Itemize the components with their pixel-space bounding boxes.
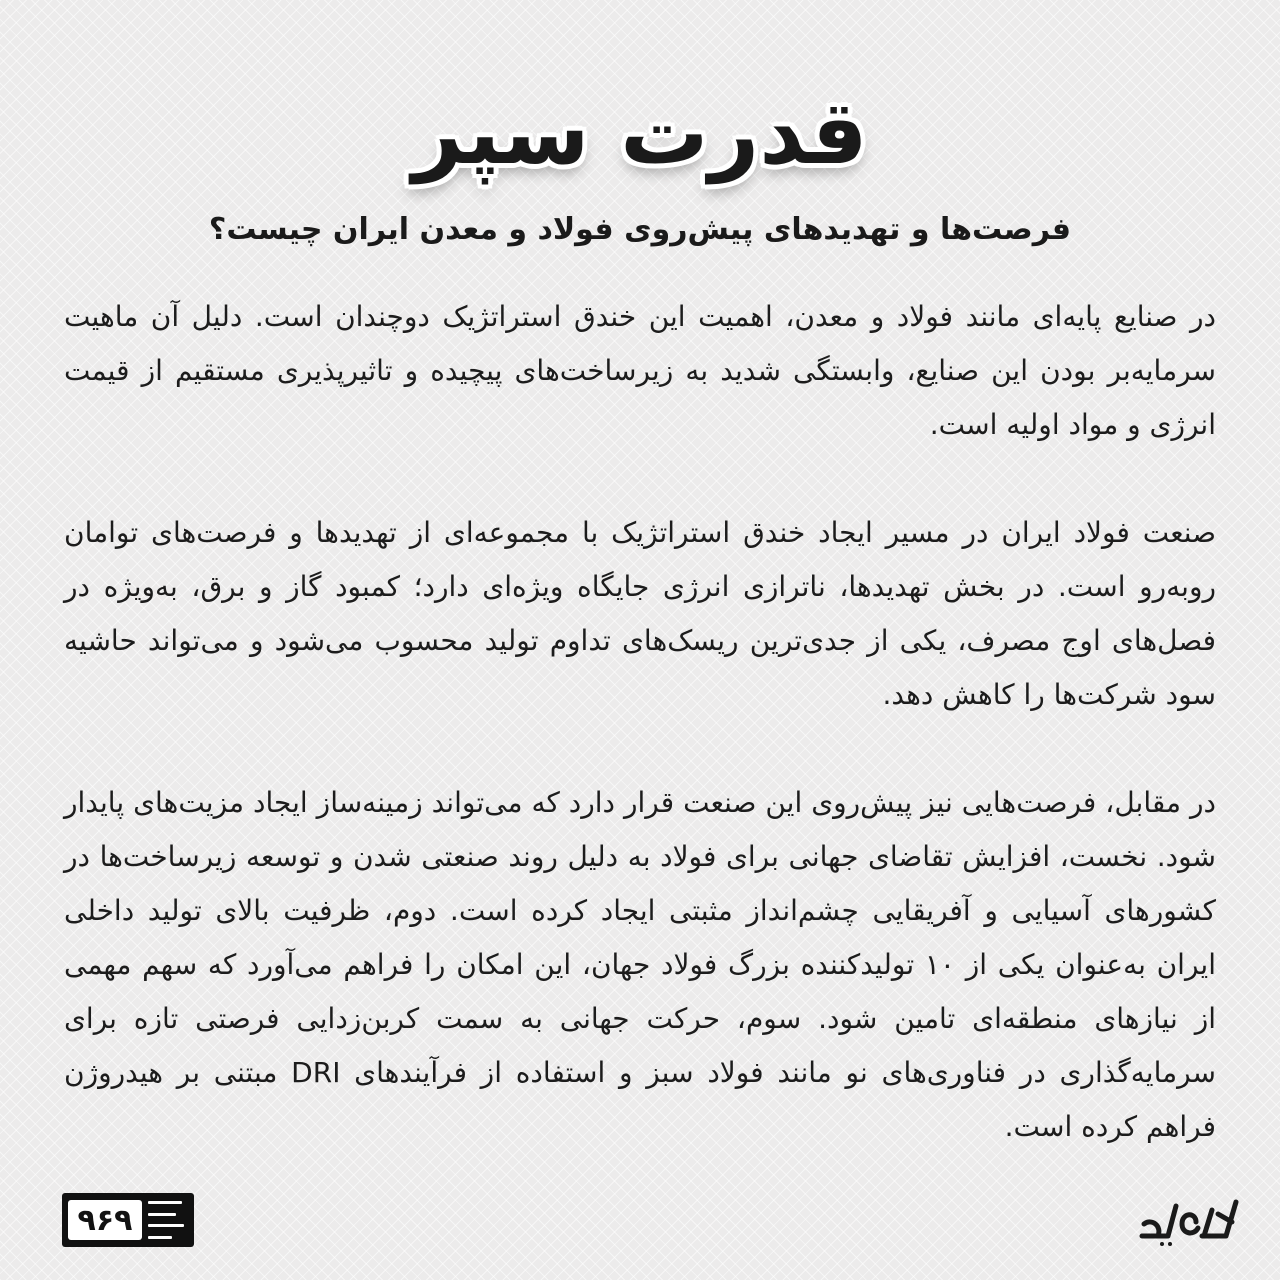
logo-tagline <box>148 1200 188 1240</box>
karkhane-logo-icon <box>1132 1196 1244 1248</box>
post-title: قدرت سپر <box>412 81 868 184</box>
logo-mark: ۹۶۹ <box>68 1200 142 1240</box>
article-body <box>64 290 1216 1154</box>
paragraph-1: در صنایع پایه‌ای مانند فولاد و معدن، اهمیت این خندق استراتژیک دوچندان است. دلیل آن ماهیت سرمایه‌بر بودن این صنایع، وابستگی شدید به زیرساخت‌های پیچیده و تاثیرپذیری مستقیم از قیمت انرژی و مواد اولیه است. <box>64 300 1216 441</box>
paragraph-2: صنعت فولاد ایران در مسیر ایجاد خندق استراتژیک با مجموعه‌ای از تهدیدها و فرصت‌های توامان روبه‌رو است. در بخش تهدیدها، ناترازی انرژی جایگاه ویژه‌ای دارد؛ کمبود گاز و برق، به‌ویژه در فصل‌های اوج مصرف، یکی از جدی‌ترین ریسک‌های تداوم تولید محسوب می‌شود و می‌تواند حاشیه سود شرکت‌ها را کاهش دهد. <box>64 516 1216 711</box>
steel-group-logo <box>62 1193 194 1247</box>
post-subtitle: فرصت‌ها و تهدیدهای پیش‌روی فولاد و معدن ایران چیست؟ <box>208 212 1072 247</box>
paragraph-3: در مقابل، فرصت‌هایی نیز پیش‌روی این صنعت قرار دارد که می‌تواند زمینه‌ساز ایجاد مزیت‌های پایدار شود. نخست، افزایش تقاضای جهانی برای فولاد به دلیل روند صنعتی شدن و توسعه زیرساخت‌ها در کشورهای آسیایی و آفریقایی چشم‌انداز مثبتی ایجاد کرده است. دوم، ظرفیت بالای تولید داخلی ایران به‌عنوان یکی از ۱۰ تولیدکننده بزرگ فولاد جهان، این امکان را فراهم می‌آورد که سهم مهمی از نیازهای منطقه‌ای تامین شود. سوم، حرکت جهانی به سمت کربن‌زدایی فرصتی تازه برای سرمایه‌گذاری در فناوری‌های نو مانند فولاد سبز و استفاده از فرآیندهای DRI مبتنی بر هیدروژن فراهم کرده است. <box>64 786 1217 1143</box>
